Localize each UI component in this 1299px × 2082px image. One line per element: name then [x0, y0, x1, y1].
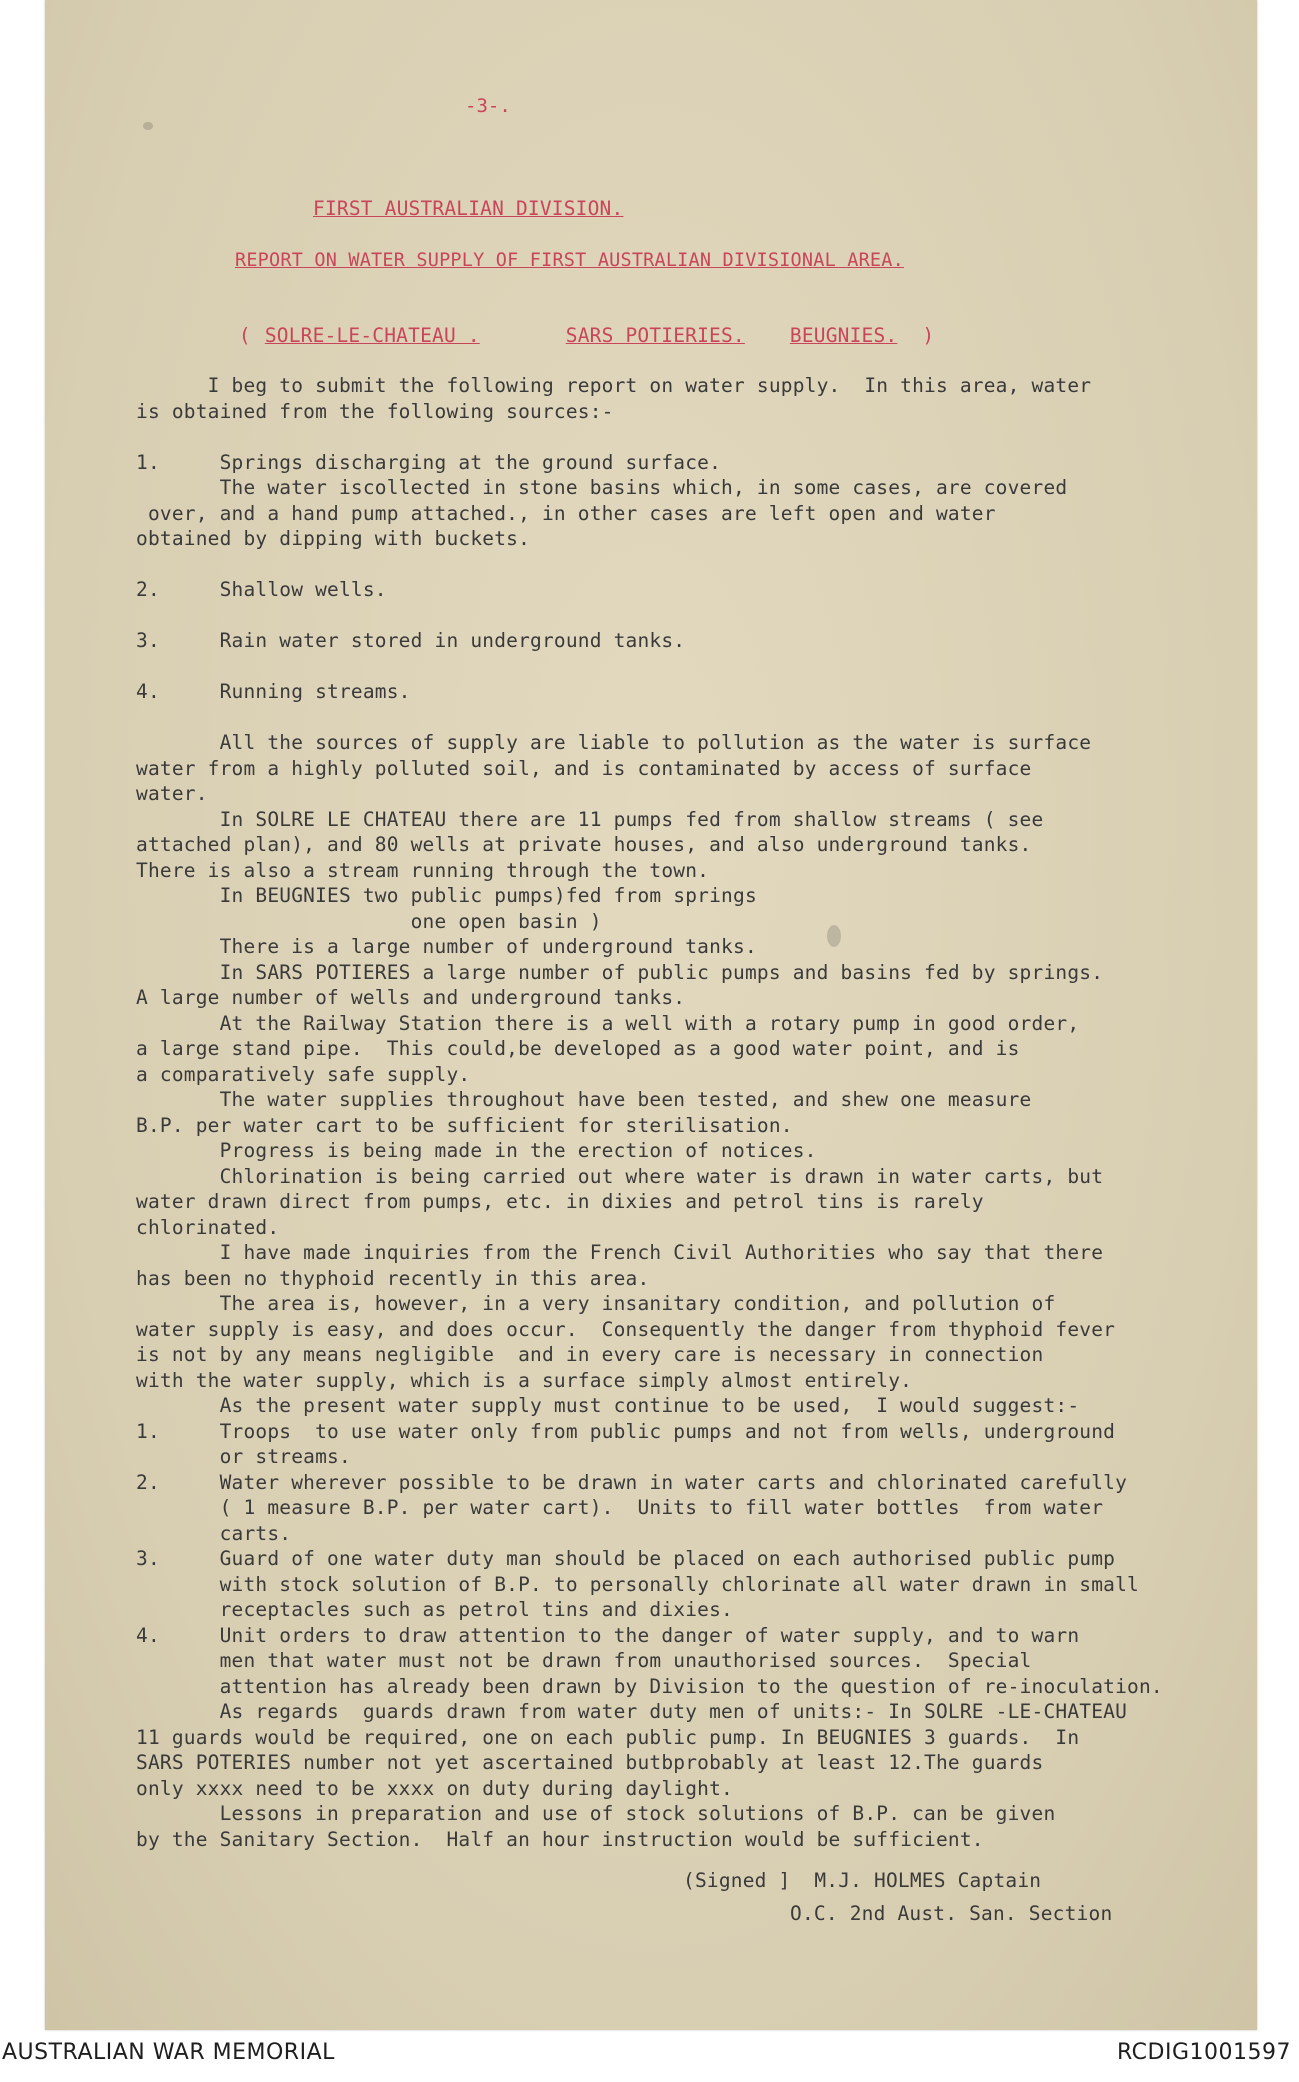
body-line: The area is, however, in a very insanitary condition, and pollution of — [136, 1292, 1056, 1315]
body-line: a large stand pipe. This could,be developed as a good water point, and is — [136, 1037, 1020, 1060]
body-line: with stock solution of B.P. to personally chlorinate all water drawn in small — [136, 1572, 1139, 1596]
signature-line: (Signed ] M.J. HOLMES Captain — [683, 1869, 1042, 1892]
location-sars: SARS POTIERIES. — [565, 323, 745, 347]
body-line: water. — [136, 782, 208, 805]
body-line: 2. Shallow wells. — [136, 578, 387, 601]
body-line: In SOLRE LE CHATEAU there are 11 pumps fed from shallow streams ( see — [136, 807, 1044, 831]
heading-division: FIRST AUSTRALIAN DIVISION. — [313, 197, 624, 220]
body-line: 4. Running streams. — [136, 680, 411, 703]
body-line: one open basin ) — [136, 909, 602, 933]
body-line: In BEUGNIES two public pumps)fed from springs — [136, 884, 757, 907]
body-line: has been no thyphoid recently in this area. — [136, 1266, 650, 1290]
body-line: 4. Unit orders to draw attention to the danger of water supply, and to warn — [136, 1623, 1080, 1647]
body-line: only xxxx need to be xxxx on duty during daylight. — [136, 1776, 733, 1800]
location-solre: SOLRE-LE-CHATEAU . — [264, 323, 480, 347]
body-line: Progress is being made in the erection of notices. — [136, 1139, 817, 1162]
body-line: As regards guards drawn from water duty men of units:- In SOLRE -LE-CHATEAU — [136, 1700, 1128, 1723]
body-line: B.P. per water cart to be sufficient for sterilisation. — [136, 1113, 793, 1137]
body-line: I have made inquiries from the French Civil Authorities who say that there — [136, 1241, 1104, 1264]
body-line: attached plan), and 80 wells at private houses, and also underground tanks. — [136, 833, 1032, 856]
body-line: water supply is easy, and does occur. Consequently the danger from thyphoid fever — [136, 1317, 1116, 1341]
body-line: a comparatively safe supply. — [136, 1062, 471, 1086]
body-line: The water iscollected in stone basins which, in some cases, are covered — [136, 476, 1068, 499]
body-line: or streams. — [136, 1445, 351, 1468]
paren-open: ( — [238, 323, 251, 347]
body-line: carts. — [136, 1521, 292, 1545]
body-line: There is a large number of underground tanks. — [136, 935, 757, 958]
heading-locations — [215, 297, 935, 348]
body-line: As the present water supply must continue to be used, I would suggest:- — [136, 1394, 1080, 1417]
footer-institution: AUSTRALIAN WAR MEMORIAL — [2, 2040, 335, 2065]
body-line: At the Railway Station there is a well with a rotary pump in good order, — [136, 1011, 1080, 1035]
body-line: men that water must not be drawn from unauthorised sources. Special — [136, 1649, 1032, 1672]
body-line: water from a highly polluted soil, and is contaminated by access of surface — [136, 756, 1032, 780]
body-line: over, and a hand pump attached., in other cases are left open and water — [136, 501, 996, 525]
body-line: by the Sanitary Section. Half an hour instruction would be sufficient. — [136, 1827, 984, 1851]
body-line: There is also a stream running through the town. — [136, 858, 710, 882]
body-line: SARS POTERIES number not yet ascertained butbprobably at least 12.The guards — [136, 1751, 1044, 1774]
body-line: attention has already been drawn by Division to the question of re-inoculation. — [136, 1674, 1163, 1698]
body-line: 1. Troops to use water only from public pumps and not from wells, underground — [136, 1419, 1116, 1443]
location-beugnies: BEUGNIES. — [789, 323, 898, 347]
footer-item-id: RCDIG1001597 — [1116, 2040, 1291, 2065]
body-line: is not by any means negligible and in every care is necessary in connection — [136, 1343, 1044, 1366]
body-line: Lessons in preparation and use of stock solutions of B.P. can be given — [136, 1802, 1056, 1825]
body-line: All the sources of supply are liable to pollution as the water is surface — [136, 731, 1092, 754]
body-line: water drawn direct from pumps, etc. in dixies and petrol tins is rarely — [136, 1190, 984, 1213]
body-line: with the water supply, which is a surface simply almost entirely. — [136, 1368, 913, 1392]
body-line: chlorinated. — [136, 1215, 280, 1239]
body-line: 11 guards would be required, one on each public pump. In BEUGNIES 3 guards. In — [136, 1725, 1080, 1749]
body-line: is obtained from the following sources:- — [136, 399, 614, 423]
body-line: 2. Water wherever possible to be drawn in water carts and chlorinated carefully — [136, 1470, 1128, 1494]
body-line: ( 1 measure B.P. per water cart). Units to fill water bottles from water — [136, 1496, 1104, 1519]
body-line: In SARS POTIERES a large number of public pumps and basins fed by springs. — [136, 960, 1104, 984]
page-number: -3-. — [465, 95, 511, 117]
body-line: Chlorination is being carried out where water is drawn in water carts, but — [136, 1164, 1104, 1188]
body-line: I beg to submit the following report on water supply. In this area, water — [136, 374, 1092, 397]
signature-title: O.C. 2nd Aust. San. Section — [790, 1902, 1113, 1925]
body-line: A large number of wells and underground tanks. — [136, 986, 686, 1009]
body-line: 1. Springs discharging at the ground surface. — [136, 450, 722, 474]
body-line: receptacles such as petrol tins and dixies. — [136, 1598, 733, 1621]
ink-smudge — [827, 925, 841, 947]
ink-smudge — [143, 122, 153, 130]
body-line: 3. Rain water stored in underground tanks. — [136, 629, 686, 652]
body-line: 3. Guard of one water duty man should be placed on each authorised public pump — [136, 1547, 1116, 1570]
heading-report-title: REPORT ON WATER SUPPLY OF FIRST AUSTRALIAN DIVISIONAL AREA. — [235, 250, 904, 271]
paren-close: ) — [922, 323, 935, 347]
body-line: The water supplies throughout have been tested, and shew one measure — [136, 1088, 1032, 1111]
body-line: obtained by dipping with buckets. — [136, 527, 531, 550]
